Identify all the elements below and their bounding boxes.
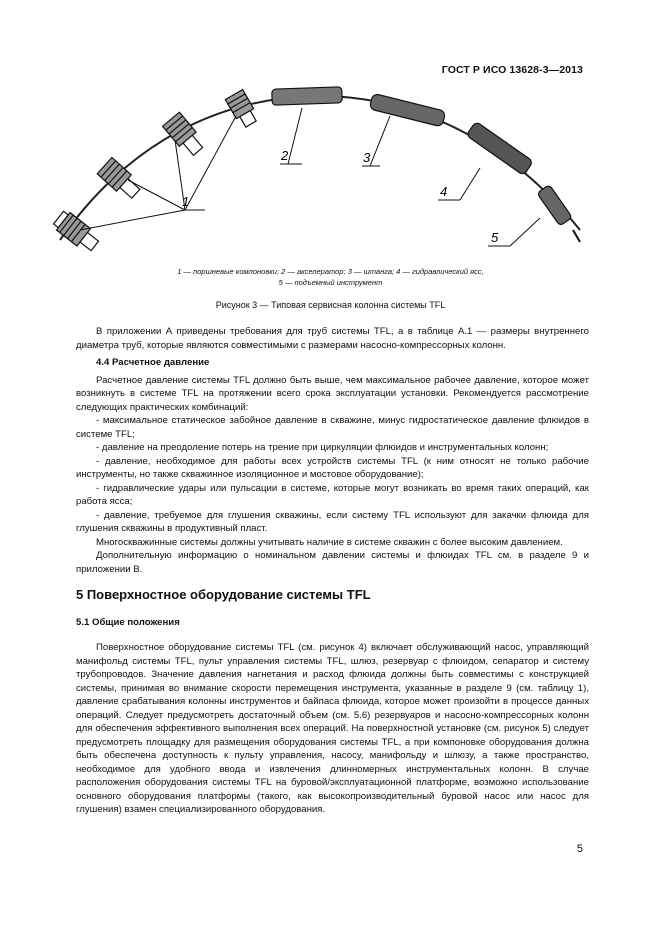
document-header: ГОСТ Р ИСО 13628-3—2013 <box>441 64 583 76</box>
list-item: - гидравлические удары или пульсации в системе, которые могут возникать во время таких операций, как работа ясса; <box>76 482 589 507</box>
string-arc <box>60 96 580 240</box>
service-string-figure <box>40 80 600 260</box>
figure-label-3: 3 <box>363 150 371 165</box>
stem <box>369 93 446 127</box>
paragraph-additional-info: Дополнительную информацию о номинальном давлении системы и флюидах TFL см. в разделе 9 и приложении В. <box>76 550 589 575</box>
paragraph-appendix-a: В приложении А приведены требования для труб системы TFL, а в таблице А.1 — размеры внутреннего диаметра труб, которые являются совместимыми с размерами насосно-компрессорных колонн. <box>76 326 589 351</box>
accelerator <box>272 87 343 105</box>
main-text <box>76 325 589 817</box>
hydraulic-jar <box>466 121 533 175</box>
list-item: - давление, требуемое для глушения скважины, если систему TFL используют для закачки флюида для глушения скважины в продуктивный пласт. <box>76 509 589 534</box>
figure-label-5: 5 <box>491 230 499 245</box>
list-item: - давление, необходимое для работы всех устройств системы TFL (к ним относят не только рабочие инструменты, но также скважинное изоляционное и мостовое оборудование); <box>76 455 589 480</box>
figure-caption: Рисунок 3 — Типовая сервисная колонна системы TFL <box>215 300 446 310</box>
figure-label-2: 2 <box>281 148 289 163</box>
figure-label-1: 1 <box>182 194 190 209</box>
section-4-4-heading: 4.4 Расчетное давление <box>96 357 210 368</box>
list-item: - максимальное статическое забойное давление в скважине, минус гидростатическое давление флюидов в системе TFL; <box>76 415 589 440</box>
figure-legend-line-1: 1 — поршневые комлоновки; 2 — акселератор; 3 — штанга; 4 — гидравлический ясс, <box>177 267 484 276</box>
paragraph-multiwell: Многоскважинные системы должны учитывать наличие в системе скважин с более высоким давлением. <box>96 536 563 548</box>
figure-label-4: 4 <box>440 184 448 199</box>
figure-legend-line-2: 5 — подъемный инструмент <box>278 278 383 287</box>
paragraph-surface-equipment: Поверхностное оборудование системы TFL (см. рисунок 4) включает обслуживающий насос, управляющий манифольд системы TFL, пульт управления системы TFL, шлюз, резервуар с флюидом, сепаратор и систему трубопроводов. Значение давления нагнетания и расход флюида должны быть совместимы с конструкцией системы, принимая во внимание скорости перемещения инструмента, указанные в разделе 9 (см. таблицу 1), давление срабатывания колонны инструментов и байпаса флюида, которое может произойти в процессе данных операций. Следует предусмотреть достаточный объем (см. 5.6) резервуаров и насосно-компрессорных колонн для обеспечения эффективного выполнения всех операций. На поверхностной установке (см. рисунок 5) следует предусмотреть площадку для размещения оборудования системы TFL, а при компоновке оборудования должна быть обеспечена доступность к пульту управления, насосу, манифольду и шлюзу, а также пространство, необходимое для удобного ввода и извлечения длинномерных инструментальных колонн. В случае расположения оборудования системы TFL на буровой/эксплуатационной платформе, возможно использование основного оборудования платформы (такого, как высокопроизводительный буровой насос или насос для глушения) взамен специализированного оборудования. <box>76 642 589 815</box>
list-item: - давление на преодоление потерь на трение при циркуляции флюидов и инструментальных колонн; <box>96 442 549 453</box>
section-5-heading: 5 Поверхностное оборудование системы TFL <box>76 587 371 602</box>
paragraph-design-pressure: Расчетное давление системы TFL должно быть выше, чем максимальное рабочее давление, которое может возникнуть в системе TFL на протяжении всего срока эксплуатации установки. Рекомендуется рассмотрение следующих практических комбинаций: <box>76 374 589 413</box>
pulling-tool <box>537 185 580 242</box>
section-5-1-heading: 5.1 Общие положения <box>76 616 180 628</box>
page-number: 5 <box>576 843 583 855</box>
